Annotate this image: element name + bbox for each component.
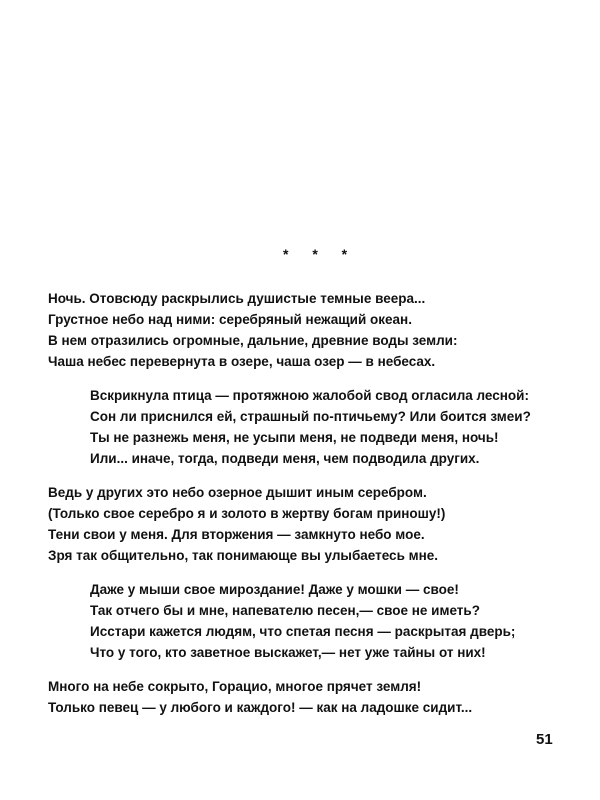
verse-line: Тени свои у меня. Для вторжения — замкнуто небо мое. xyxy=(48,527,425,542)
verse-line: (Только свое серебро я и золото в жертву богам приношу!) xyxy=(48,506,446,521)
stanza-5 xyxy=(48,676,472,718)
section-ornament: * * * xyxy=(283,246,358,262)
page-number: 51 xyxy=(536,731,553,748)
stanza-2 xyxy=(90,385,531,469)
verse-line: Так отчего бы и мне, напевателю песен,— свое не иметь? xyxy=(90,603,480,618)
verse-line: Вскрикнула птица — протяжною жалобой свод огласила лесной: xyxy=(90,388,529,403)
verse-line: В нем отразились огромные, дальние, древние воды земли: xyxy=(48,333,458,348)
verse-line: Сон ли приснился ей, страшный по-птичьему? Или боится змеи? xyxy=(90,409,531,424)
verse-line: Зря так общительно, так понимающе вы улыбаетесь мне. xyxy=(48,548,439,563)
verse-line: Ты не разнежь меня, не усыпи меня, не подведи меня, ночь! xyxy=(90,430,499,445)
verse-line: Только певец — у любого и каждого! — как на ладошке сидит... xyxy=(48,700,473,715)
verse-line: Даже у мыши свое мироздание! Даже у мошки — свое! xyxy=(90,582,459,597)
stanza-4 xyxy=(90,579,515,663)
stanza-1 xyxy=(48,288,457,372)
verse-line: Грустное небо над ними: серебряный нежащий океан. xyxy=(48,312,412,327)
verse-line: Или... иначе, тогда, подведи меня, чем подводила других. xyxy=(90,451,480,466)
verse-line: Много на небе сокрыто, Горацио, многое прячет земля! xyxy=(48,679,422,694)
stanza-3 xyxy=(48,482,445,566)
verse-line: Что у того, кто заветное выскажет,— нет уже тайны от них! xyxy=(90,645,486,660)
verse-line: Ночь. Отовсюду раскрылись душистые темные веера... xyxy=(48,291,426,306)
verse-line: Ведь у других это небо озерное дышит иным серебром. xyxy=(48,485,427,500)
verse-line: Чаша небес перевернута в озере, чаша озер — в небесах. xyxy=(48,354,436,369)
verse-line: Исстари кажется людям, что спетая песня — раскрытая дверь; xyxy=(90,624,516,639)
